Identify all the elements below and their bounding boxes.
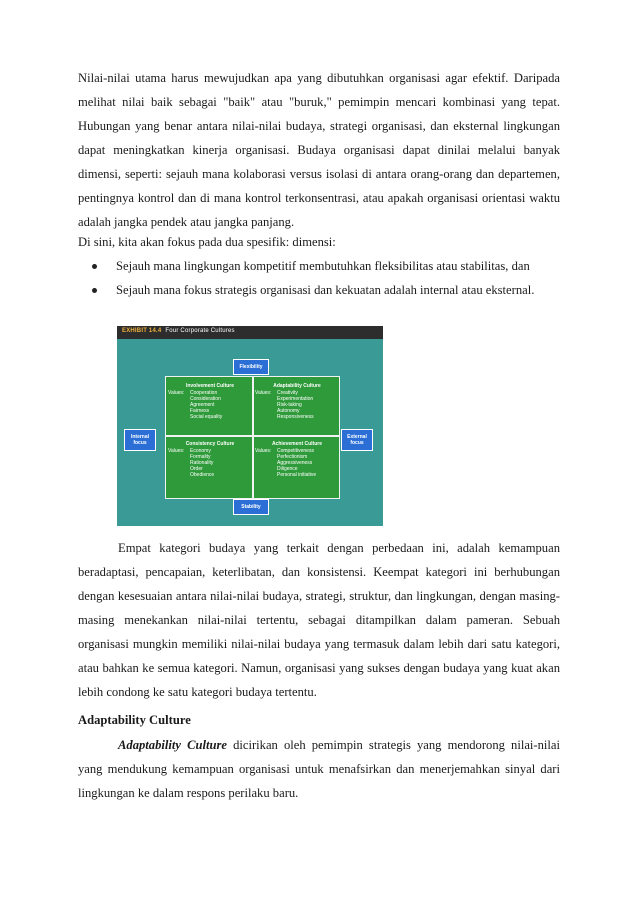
consistency-culture-quadrant xyxy=(168,441,252,478)
dimension-list xyxy=(78,254,560,302)
value-item: Order xyxy=(190,466,203,472)
value-item: Autonomy xyxy=(277,408,300,414)
external-focus-label: External focus xyxy=(341,429,373,451)
value-item: Fairness xyxy=(190,408,210,414)
achievement-culture-quadrant xyxy=(255,441,339,478)
values-label: Values: xyxy=(255,448,272,454)
value-item: Experimentation xyxy=(277,396,314,402)
value-item: Economy xyxy=(190,448,211,454)
paragraph-core-values: Nilai-nilai utama harus mewujudkan apa yang dibutuhkan organisasi agar efektif. Daripada melihat nilai baik sebagai "baik" atau "buruk," pemimpin mencari kombinasi yang tepat. Hubungan yang benar antara nilai-nilai budaya, strategi organisasi, dan eksternal lingkungan dapat meningkatkan kinerja organisasi. Budaya organisasi dapat dinilai melalui banyak dimensi, seperti: sejauh mana kolaborasi versus isolasi di antara orang-orang dan departemen, pentingnya kontrol dan di mana kontrol terkonsentrasi, atau apakah organisasi orientasi waktu adalah jangka pendek atau jangka panjang. xyxy=(78,71,560,229)
horizontal-divider xyxy=(166,435,339,437)
quadrant-title: Adaptability Culture xyxy=(273,383,321,389)
involvement-culture-quadrant xyxy=(168,383,252,420)
value-item: Formality xyxy=(190,454,211,460)
exhibit-header xyxy=(117,326,383,339)
four-corporate-cultures-exhibit xyxy=(117,326,383,526)
stability-label: Stability xyxy=(233,499,269,515)
list-item: Sejauh mana fokus strategis organisasi dan kekuatan adalah internal atau eksternal. xyxy=(78,278,560,302)
quadrant-title: Involvement Culture xyxy=(185,383,235,389)
bullet-dot-icon xyxy=(92,264,97,269)
value-item: Competitiveness xyxy=(277,448,314,454)
value-item: Agreement xyxy=(190,402,215,408)
section-heading-adaptability: Adaptability Culture xyxy=(78,713,191,727)
adaptability-culture-quadrant xyxy=(255,383,339,420)
vertical-divider xyxy=(252,377,254,498)
paragraph-text: dicirikan oleh pemimpin strategis yang mendorong nilai-nilai yang mendukung kemampuan organisasi untuk menafsirkan dan menerjemahkan sinyal dari lingkungan ke dalam respons perilaku baru. xyxy=(78,738,561,800)
values-label: Values: xyxy=(168,448,185,454)
flexibility-label: Flexibility xyxy=(233,359,269,375)
values-label: Values: xyxy=(168,390,185,396)
exhibit-title: Four Corporate Cultures xyxy=(165,328,235,334)
value-item: Rationality xyxy=(190,460,214,466)
paragraph-focus-intro: Di sini, kita akan fokus pada dua spesifik: dimensi: xyxy=(78,235,336,249)
paragraph-four-categories: Empat kategori budaya yang terkait dengan perbedaan ini, adalah kemampuan beradaptasi, pencapaian, keterlibatan, dan konsistensi. Keempat kategori ini berhubungan dengan kesesuaian antara nilai-nilai budaya, strategi, struktur, dan lingkungan, dengan masing-masing menekankan nilai-nilai tertentu, sebagai ditampilkan dalam pameran. Sebuah organisasi mungkin memiliki nilai-nilai budaya yang termasuk dalam lebih dari satu kategori, atau bahkan ke semua kategori. Namun, organisasi yang sukses dengan budaya yang kuat akan lebih condong ke satu kategori budaya tertentu. xyxy=(78,541,560,699)
value-item: Personal initiative xyxy=(277,472,317,478)
value-item: Social equality xyxy=(190,414,223,420)
bullet-dot-icon xyxy=(92,288,97,293)
value-item: Aggressiveness xyxy=(277,460,313,466)
list-item: Sejauh mana lingkungan kompetitif membutuhkan fleksibilitas atau stabilitas, dan xyxy=(78,254,560,278)
value-item: Perfectionism xyxy=(277,454,308,460)
value-item: Diligence xyxy=(277,466,298,472)
value-item: Obedience xyxy=(190,472,215,478)
value-item: Consideration xyxy=(190,396,221,402)
quadrant-title: Achievement Culture xyxy=(271,441,322,447)
value-item: Cooperation xyxy=(190,390,218,396)
internal-focus-label: Internal focus xyxy=(124,429,156,451)
paragraph-adaptability xyxy=(78,733,560,805)
value-item: Risk-taking xyxy=(277,402,302,408)
value-item: Creativity xyxy=(277,390,298,396)
values-label: Values: xyxy=(255,390,272,396)
exhibit-label: EXHIBIT 14.4 xyxy=(122,328,162,334)
quadrant-title: Consistency Culture xyxy=(185,441,235,447)
culture-quadrant-grid xyxy=(165,376,340,499)
value-item: Responsiveness xyxy=(277,414,314,420)
emphasis-term: Adaptability Culture xyxy=(118,738,227,752)
